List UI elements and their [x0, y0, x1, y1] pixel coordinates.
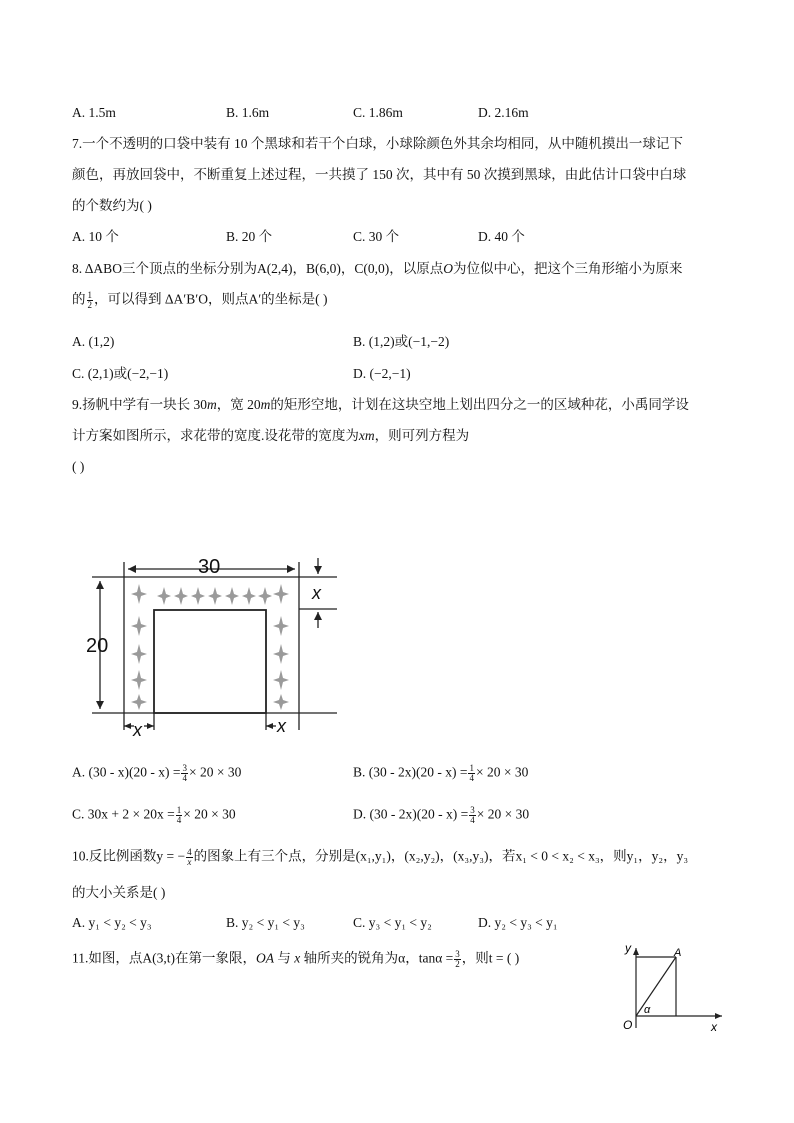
q8-option-a: A. (1,2) — [72, 334, 115, 349]
segment-oa — [636, 957, 676, 1016]
q9-stem-part-e: ，则可列方程为 — [374, 428, 470, 443]
q6-option-a: A. 1.5m — [72, 105, 116, 120]
q10-fraction: $\frac{4}{x}$ — [187, 847, 192, 867]
arrowhead-bx-1 — [124, 723, 131, 729]
q9-option-c: C. 30x + 2 × 20x = $\frac{1}{4}$ × 20 × 30 — [72, 805, 236, 825]
arrowhead-bx-3 — [266, 723, 273, 729]
q8-fraction: $\frac{1}{2}$ — [87, 290, 92, 310]
label-30: 30 — [198, 556, 221, 578]
q10-stem-part-a: 10.反比例函数y = − — [72, 848, 186, 864]
q7-option-d: D. 40 个 — [478, 229, 525, 244]
q8-stem-part-a: 8. ΔABO三个顶点的坐标分别为A(2,4)，B(6,0)，C(0,0)，以原点 — [72, 261, 444, 276]
label-x-bottom-right: x — [277, 716, 286, 736]
arrowhead-x-down — [314, 566, 322, 574]
q9-option-d: D. (30 - 2x)(20 - x) = $\frac{3}{4}$ × 20 × 30 — [353, 805, 530, 825]
q10-stem-part-b: 的图象上有三个点，分别是(x₁,y₁)，(x₂,y₂)，(x₃,y₃)，若x₁ < 0 < x₂ < x₃，则y₁，y₂，y₃ — [193, 848, 689, 864]
arrowhead-30-left — [128, 565, 136, 573]
q9-stem-line-3: ( ) — [72, 459, 85, 474]
q8-stem-part-c: 的 — [72, 291, 86, 307]
q10-stem-line-1 — [72, 848, 688, 867]
q9-stem-part-c: 的矩形空地，计划在这块空地上划出四分之一的区域种花，小禹同学设 — [270, 397, 689, 412]
q10-option-b: B. y₂ < y₁ < y₃ — [226, 915, 305, 930]
q7-stem-line-1: 7.一个不透明的口袋中装有 10 个黑球和若干个白球，小球除颜色外其余均相同，从中随机摸出一球记下 — [72, 136, 683, 151]
arrowhead-x-up — [314, 612, 322, 620]
q8-option-b: B. (1,2)或(−1,−2) — [353, 334, 450, 349]
q7-option-a: A. 10 个 — [72, 229, 119, 244]
q9-stem-part-d: 计方案如图所示，求花带的宽度.设花带的宽度为 — [72, 428, 359, 443]
arrowhead-bx-2 — [147, 723, 154, 729]
q11-coordinate-figure — [618, 940, 728, 1035]
label-o: O — [623, 1018, 633, 1032]
label-x-bottom-left: x — [133, 720, 142, 740]
q10-option-c: C. y₃ < y₁ < y₂ — [353, 915, 432, 930]
q10-stem-line-2: 的大小关系是( ) — [72, 885, 166, 900]
arrowhead-20-top — [96, 581, 104, 589]
q11-stem: 11.如图，点A(3,t)在第一象限，OA 与 x 轴所夹的锐角为α，tanα = $\frac{3}{2}$ ，则t = ( ) — [72, 949, 520, 969]
q9-var-xm: xm — [358, 428, 375, 443]
q7-option-b: B. 20 个 — [226, 229, 273, 244]
q9-stem-part-b: ，宽 20 — [216, 397, 261, 412]
q10-option-d: D. y₂ < y₃ < y₁ — [478, 915, 558, 930]
q9-stem-line-1 — [72, 397, 689, 413]
q8-stem-part-d: ，可以得到 ΔA′B′O，则点A′的坐标是( ) — [94, 291, 328, 307]
q11-fraction: $\frac{3}{2}$ — [455, 949, 460, 969]
q8-option-c: C. (2,1)或(−2,−1) — [72, 366, 169, 381]
x-axis-arrow — [715, 1013, 722, 1019]
y-axis-arrow — [633, 948, 639, 955]
q9-stem-line-2 — [72, 428, 469, 444]
q9-unit-m-2: m — [260, 397, 271, 412]
label-20: 20 — [86, 635, 109, 657]
q9-option-a: A. (30 - x)(20 - x) = $\frac{3}{4}$ × 20 × 30 — [72, 763, 242, 783]
arrowhead-20-bottom — [96, 701, 104, 709]
label-alpha: α — [644, 1004, 651, 1016]
q9-garden-figure — [80, 550, 350, 742]
q8-stem-line-2 — [72, 291, 328, 310]
q9-stem-part-a: 9.扬帆中学有一块长 30 — [72, 397, 207, 412]
q11-oa: OA — [256, 950, 274, 966]
q7-stem-line-2: 颜色，再放回袋中，不断重复上述过程，一共摸了 150 次，其中有 50 次摸到黑球，由此估计口袋中白球 — [72, 167, 687, 182]
arrowhead-30-right — [287, 565, 295, 573]
q6-option-d: D. 2.16m — [478, 105, 529, 120]
q10-option-a: A. y₁ < y₂ < y₃ — [72, 915, 152, 930]
inner-rectangle — [154, 610, 266, 713]
q8-stem-line-1 — [72, 261, 683, 277]
q7-stem-line-3: 的个数约为( ) — [72, 198, 152, 213]
q9-unit-m-1: m — [207, 397, 217, 412]
q7-option-c: C. 30 个 — [353, 229, 400, 244]
q8-origin-o: O — [443, 261, 454, 276]
q8-stem-part-b: 为位似中心，把这个三角形缩小为原来 — [453, 261, 683, 276]
q9-option-b: B. (30 - 2x)(20 - x) = $\frac{1}{4}$ × 20 × 30 — [353, 763, 529, 783]
label-x: x — [711, 1020, 717, 1034]
label-y: y — [625, 941, 631, 955]
label-a: A — [674, 947, 682, 959]
q6-option-b: B. 1.6m — [226, 105, 270, 120]
label-x-top: x — [312, 583, 321, 603]
q6-option-c: C. 1.86m — [353, 105, 403, 120]
q8-option-d: D. (−2,−1) — [353, 366, 411, 381]
